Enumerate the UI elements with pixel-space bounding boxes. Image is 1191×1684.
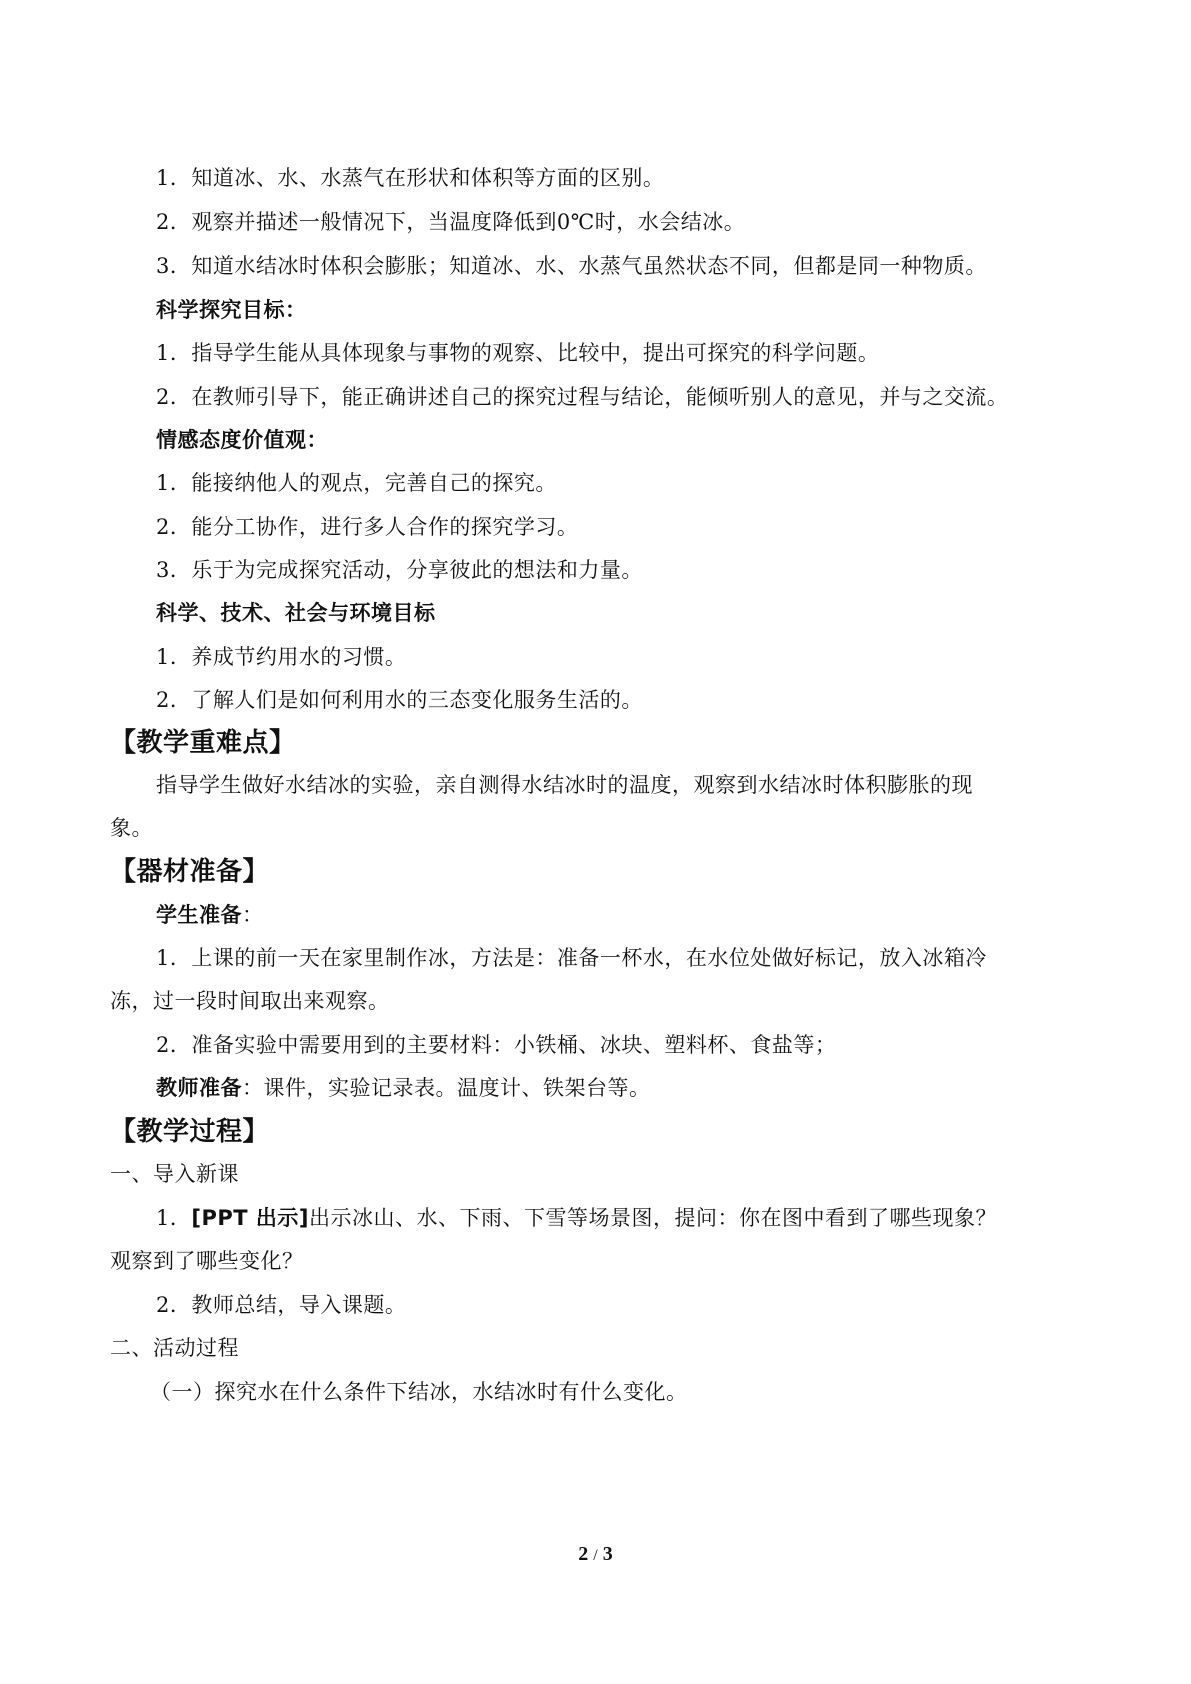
process-heading: 【教学过程】 <box>110 1117 270 1147</box>
process-item <box>156 1204 997 1232</box>
process-item-text: 出示冰山、水、下雨、下雪等场景图，提问：你在图中看到了哪些现象？ <box>309 1206 997 1230</box>
process-item-cont: 观察到了哪些变化？ <box>110 1249 304 1273</box>
page-current: 2 <box>578 1543 589 1565</box>
attitude-goal-item: 3．乐于为完成探究活动，分享彼此的想法和力量。 <box>156 558 643 582</box>
attitude-goal-item: 1．能接纳他人的观点，完善自己的探究。 <box>156 471 557 495</box>
key-points-heading: 【教学重难点】 <box>110 728 296 758</box>
key-points-text-cont: 象。 <box>110 816 153 840</box>
student-prep-item: 1．上课的前一天在家里制作冰，方法是：准备一杯水，在水位处做好标记，放入冰箱冷 <box>156 946 987 970</box>
process-item-number: 1． <box>156 1206 192 1230</box>
inquiry-goals-title: 科学探究目标： <box>156 298 307 322</box>
stse-goal-item: 2．了解人们是如何利用水的三态变化服务生活的。 <box>156 688 643 712</box>
teacher-prep-line <box>156 1074 651 1102</box>
student-prep-item: 2．准备实验中需要用到的主要材料：小铁桶、冰块、塑料杯、食盐等； <box>156 1033 837 1057</box>
section-import: 一、导入新课 <box>110 1162 239 1186</box>
page-total: 3 <box>602 1543 613 1565</box>
page-number <box>0 1543 1191 1566</box>
attitude-goals-title: 情感态度价值观： <box>156 428 328 452</box>
inquiry-goal-item: 2．在教师引导下，能正确讲述自己的探究过程与结论，能倾听别人的意见，并与之交流。 <box>156 385 1009 409</box>
student-prep-title: 学生准备 <box>156 903 242 927</box>
attitude-goal-item: 2．能分工协作，进行多人合作的探究学习。 <box>156 515 579 539</box>
student-prep-colon: ： <box>242 903 264 927</box>
teacher-prep-title: 教师准备 <box>156 1076 242 1100</box>
stse-goal-item: 1．养成节约用水的习惯。 <box>156 645 407 669</box>
student-prep-item-cont: 冻，过一段时间取出来观察。 <box>110 989 390 1013</box>
goal-item: 3．知道水结冰时体积会膨胀；知道冰、水、水蒸气虽然状态不同，但都是同一种物质。 <box>156 254 987 278</box>
activity-sub-heading: （一）探究水在什么条件下结冰，水结冰时有什么变化。 <box>150 1380 688 1404</box>
page-separator: / <box>593 1547 598 1564</box>
student-prep-line <box>156 901 264 929</box>
stse-goals-title: 科学、技术、社会与环境目标 <box>156 601 436 625</box>
teacher-prep-text: ：课件，实验记录表。温度计、铁架台等。 <box>242 1076 651 1100</box>
inquiry-goal-item: 1．指导学生能从具体现象与事物的观察、比较中，提出可探究的科学问题。 <box>156 341 880 365</box>
section-activity: 二、活动过程 <box>110 1336 239 1360</box>
key-points-text: 指导学生做好水结冰的实验，亲自测得水结冰时的温度，观察到水结冰时体积膨胀的现 <box>156 773 973 797</box>
goal-item: 1．知道冰、水、水蒸气在形状和体积等方面的区别。 <box>156 166 665 190</box>
materials-heading: 【器材准备】 <box>110 857 270 887</box>
ppt-tag: [PPT 出示] <box>191 1206 309 1230</box>
process-item: 2．教师总结，导入课题。 <box>156 1293 407 1317</box>
goal-item: 2．观察并描述一般情况下，当温度降低到0℃时，水会结冰。 <box>156 210 746 234</box>
